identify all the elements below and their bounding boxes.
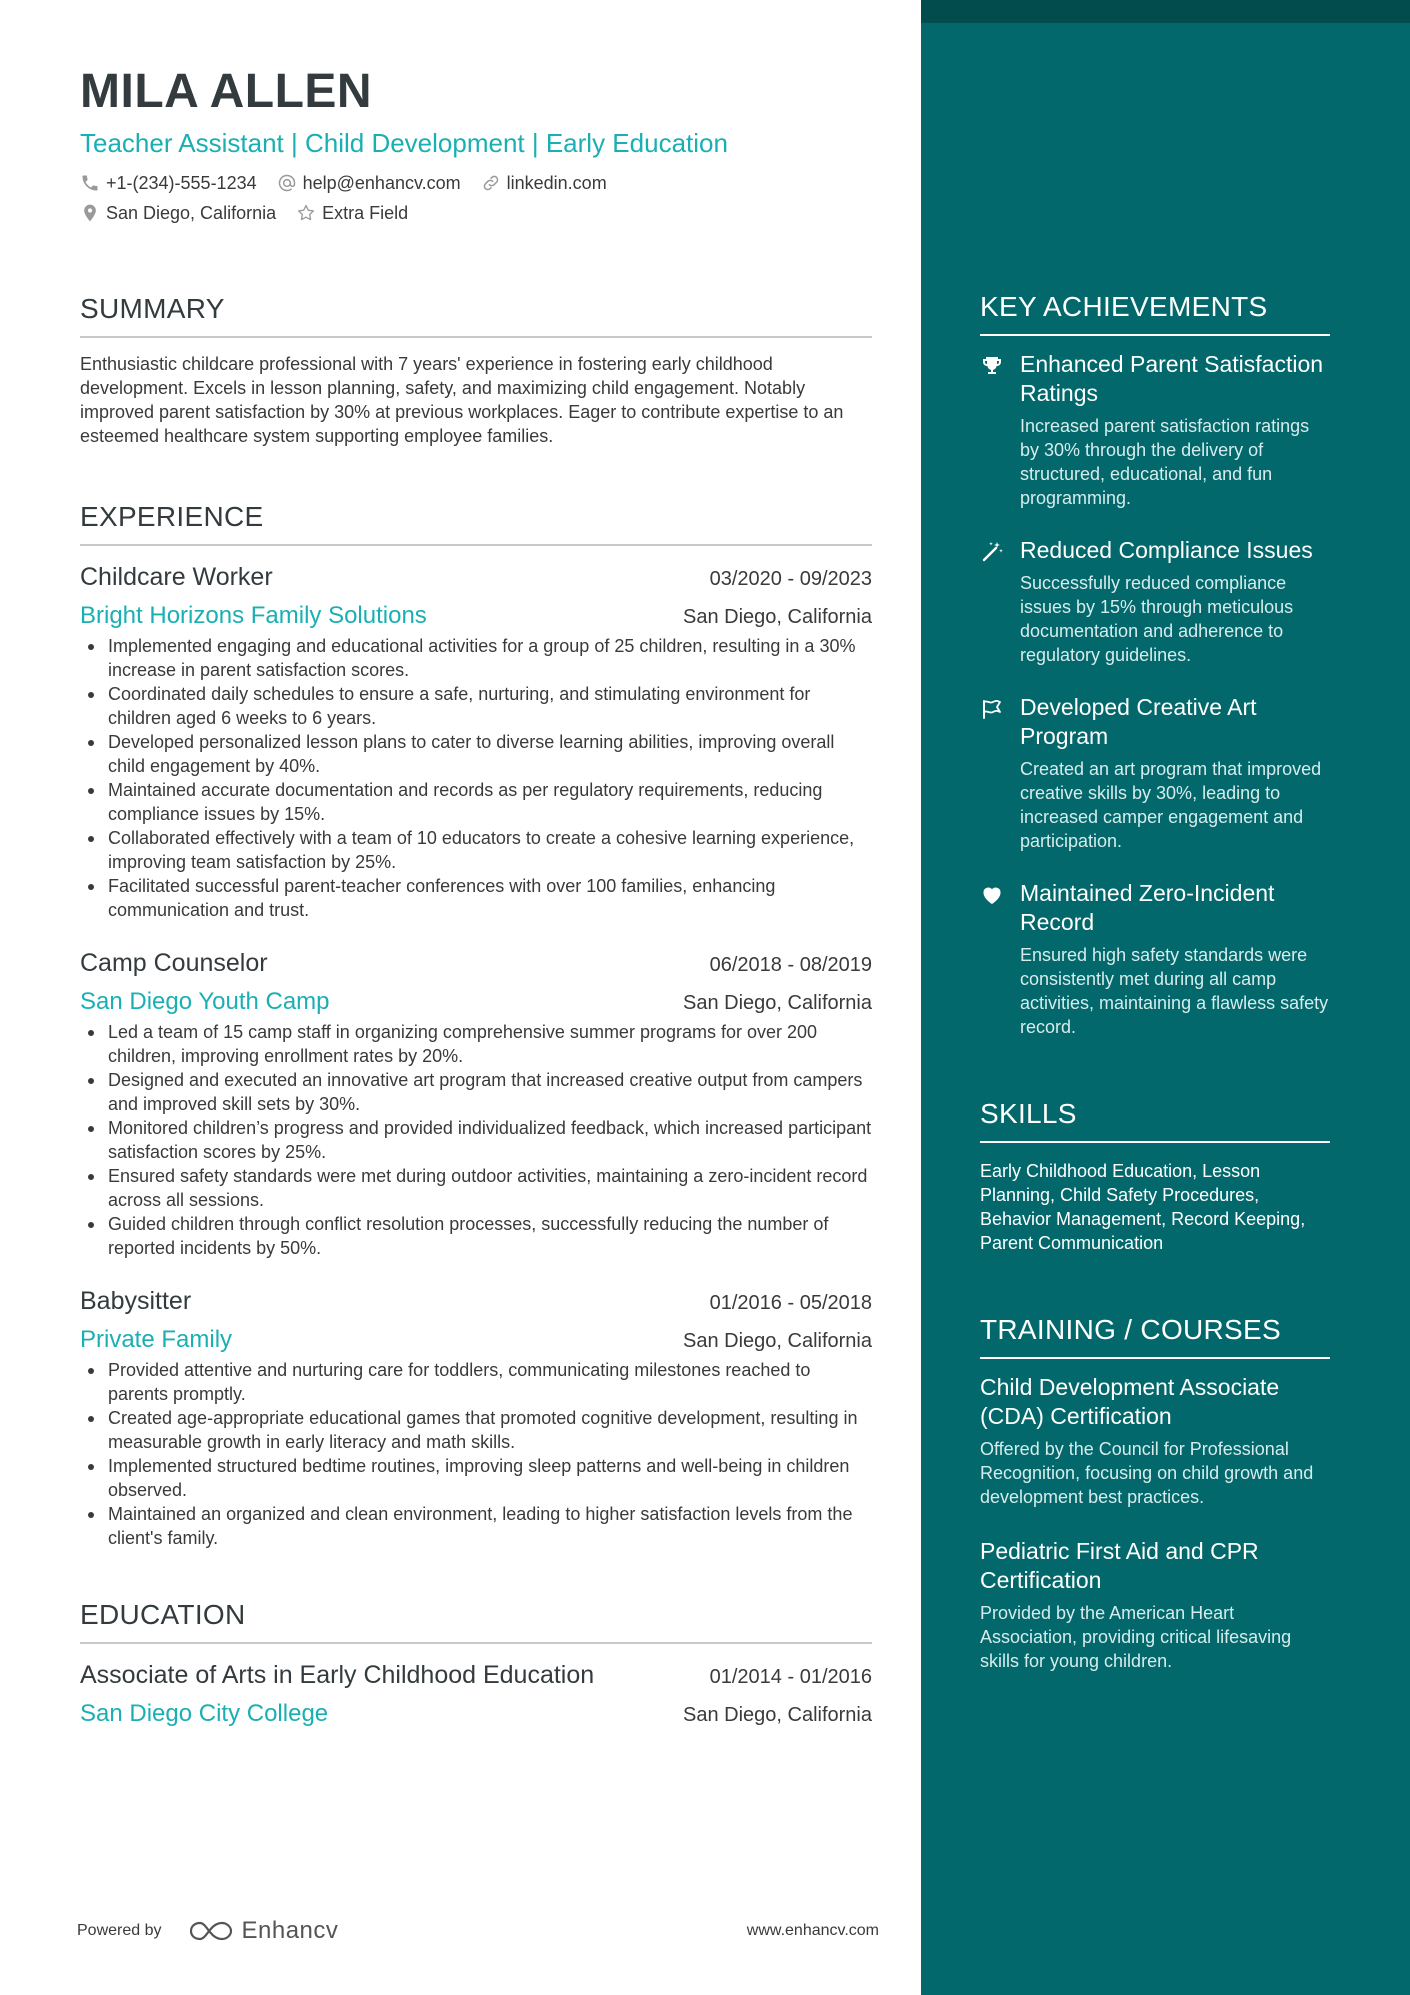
job-subheader: [80, 600, 872, 632]
job-entry: [80, 1284, 872, 1550]
link-icon: [481, 173, 501, 193]
job-title: Childcare Worker: [80, 563, 273, 591]
list-item: Implemented structured bedtime routines, improving sleep patterns and well-being in children observed.: [80, 1454, 872, 1502]
achievement-item: [980, 536, 1330, 667]
skills-section: [980, 1095, 1330, 1255]
job-dates: 06/2018 - 08/2019: [709, 954, 872, 976]
achievement-icon-slot: [980, 536, 1020, 667]
list-item: Facilitated successful parent-teacher conferences with over 100 families, enhancing communication and trust.: [80, 874, 872, 922]
course-item: [980, 1537, 1330, 1673]
achievement-desc: Created an art program that improved creative skills by 30%, leading to increased camper engagement and participation.: [1020, 759, 1322, 851]
achievement-icon-slot: [980, 693, 1020, 853]
location-pin-icon: [80, 203, 100, 223]
job-location: San Diego, California: [683, 606, 872, 628]
achievement-title: Developed Creative Art Program: [1020, 694, 1257, 749]
achievement-desc: Successfully reduced compliance issues by 15% through meticulous documentation and adherence to regulatory guidelines.: [1020, 573, 1294, 665]
achievement-title: Reduced Compliance Issues: [1020, 537, 1313, 563]
achievement-icon-slot: [980, 879, 1020, 1039]
achievement-body: [1020, 350, 1330, 510]
phone-text: +1-(234)-555-1234: [106, 172, 257, 193]
achievement-desc: Increased parent satisfaction ratings by 30% through the delivery of structured, educational, and fun programming.: [1020, 416, 1310, 508]
flag-icon: [980, 697, 1004, 721]
job-title: Babysitter: [80, 1287, 192, 1315]
list-item: Guided children through conflict resolution processes, successfully reducing the number of reported incidents by 50%.: [80, 1212, 872, 1260]
list-item: Monitored children’s progress and provided individualized feedback, which increased participant satisfaction scores by 25%.: [80, 1116, 872, 1164]
achievement-desc: Ensured high safety standards were consistently met during all camp activities, maintaining a flawless safety record.: [1020, 945, 1329, 1037]
achievement-title: Maintained Zero-Incident Record: [1020, 880, 1275, 935]
list-item: Provided attentive and nurturing care for toddlers, communicating milestones reached to parents promptly.: [80, 1358, 872, 1406]
job-entry: [80, 946, 872, 1260]
list-item: Implemented engaging and educational activities for a group of 25 children, resulting in a 30% increase in parent satisfaction scores.: [80, 634, 872, 682]
job-bullets: [80, 1020, 872, 1260]
section-title: EDUCATION: [80, 1596, 872, 1644]
star-icon: [296, 203, 316, 223]
achievement-body: [1020, 536, 1330, 667]
achievements-section: [980, 288, 1330, 1039]
job-subheader: [80, 986, 872, 1018]
course-item: [980, 1373, 1330, 1509]
trophy-icon: [980, 354, 1004, 378]
education-section: [80, 1596, 872, 1730]
list-item: Ensured safety standards were met during outdoor activities, maintaining a zero-incident record across all sessions.: [80, 1164, 872, 1212]
extra-field-text: Extra Field: [322, 202, 409, 223]
section-title: SUMMARY: [80, 290, 872, 338]
sidebar-column: [980, 288, 1330, 1673]
job-header: [80, 1284, 872, 1318]
company-name: San Diego Youth Camp: [80, 988, 330, 1015]
contact-row: [80, 198, 872, 228]
job-entry: [80, 560, 872, 922]
at-sign-icon: [277, 173, 297, 193]
contact-location: [80, 203, 276, 224]
course-title: Child Development Associate (CDA) Certification: [980, 1374, 1280, 1429]
list-item: Created age-appropriate educational games that promoted cognitive development, resulting in measurable growth in early literacy and math skills.: [80, 1406, 872, 1454]
training-section: [980, 1311, 1330, 1673]
job-dates: 01/2016 - 05/2018: [709, 1292, 872, 1314]
education-dates: 01/2014 - 01/2016: [709, 1666, 872, 1688]
section-title: TRAINING / COURSES: [980, 1311, 1330, 1359]
location-text: San Diego, California: [106, 202, 277, 223]
job-dates: 03/2020 - 09/2023: [709, 568, 872, 590]
job-title: Camp Counselor: [80, 949, 268, 977]
course-desc: Offered by the Council for Professional Recognition, focusing on child growth and development best practices.: [980, 1439, 1314, 1507]
email-text: help@enhancv.com: [302, 172, 461, 193]
achievement-body: [1020, 879, 1330, 1039]
contact-info: [80, 168, 872, 228]
powered-by-label: Powered by: [77, 1922, 162, 1939]
job-header: [80, 946, 872, 980]
contact-extra: [296, 203, 408, 224]
job-header: [80, 560, 872, 594]
brand-name: Enhancv: [241, 1917, 339, 1944]
achievement-item: [980, 879, 1330, 1039]
footer: [77, 1911, 879, 1951]
contact-row: [80, 168, 872, 198]
sidebar-top-bar: [921, 0, 1410, 23]
list-item: Designed and executed an innovative art program that increased creative output from campers and improved skill sets by 30%.: [80, 1068, 872, 1116]
section-title: SKILLS: [980, 1095, 1330, 1143]
list-item: Maintained an organized and clean environment, leading to higher satisfaction levels from the client's family.: [80, 1502, 872, 1550]
list-item: Led a team of 15 camp staff in organizing comprehensive summer programs for over 200 children, improving enrollment rates by 20%.: [80, 1020, 872, 1068]
linkedin-text: linkedin.com: [506, 172, 607, 193]
job-location: San Diego, California: [683, 992, 872, 1014]
education-subheader: [80, 1698, 872, 1730]
section-title: EXPERIENCE: [80, 498, 872, 546]
company-name: Private Family: [80, 1326, 233, 1353]
contact-phone: [80, 173, 257, 194]
job-location: San Diego, California: [683, 1330, 872, 1352]
section-title: KEY ACHIEVEMENTS: [980, 288, 1330, 336]
achievement-item: [980, 693, 1330, 853]
course-desc: Provided by the American Heart Association, providing critical lifesaving skills for young children.: [980, 1603, 1292, 1671]
summary-text: Enthusiastic childcare professional with 7 years' experience in fostering early childhood development. Excels in lesson planning, safety, and maximizing child engagement. Notably improved parent satisfaction by 30% at previous workplaces. Eager to contribute expertise to an esteemed healthcare system supporting employee families.: [80, 354, 844, 446]
achievement-item: [980, 350, 1330, 510]
school-name: San Diego City College: [80, 1700, 329, 1727]
website-link[interactable]: www.enhancv.com: [746, 1922, 879, 1939]
brand-logo[interactable]: [188, 1917, 339, 1945]
job-subheader: [80, 1324, 872, 1356]
education-entry: [80, 1658, 872, 1730]
list-item: Coordinated daily schedules to ensure a safe, nurturing, and stimulating environment for children aged 6 weeks to 6 years.: [80, 682, 872, 730]
job-bullets: [80, 634, 872, 922]
magic-wand-icon: [980, 540, 1004, 564]
main-column: [80, 60, 872, 1730]
skills-text: Early Childhood Education, Lesson Planning, Child Safety Procedures, Behavior Management, Record Keeping, Parent Communication: [980, 1161, 1306, 1253]
job-bullets: [80, 1358, 872, 1550]
enhancv-logo-icon: [188, 1919, 234, 1943]
powered-by: [77, 1917, 338, 1945]
list-item: Maintained accurate documentation and records as per regulatory requirements, reducing compliance issues by 15%.: [80, 778, 872, 826]
candidate-name: MILA ALLEN: [80, 65, 373, 118]
headline: Teacher Assistant | Child Development | Early Education: [80, 128, 728, 158]
list-item: Collaborated effectively with a team of 10 educators to create a cohesive learning experience, improving team satisfaction by 25%.: [80, 826, 872, 874]
company-name: Bright Horizons Family Solutions: [80, 602, 427, 629]
phone-icon: [80, 173, 100, 193]
education-header: [80, 1658, 872, 1692]
contact-email[interactable]: [277, 173, 461, 194]
experience-section: [80, 498, 872, 1550]
degree-title: Associate of Arts in Early Childhood Education: [80, 1661, 595, 1689]
list-item: Developed personalized lesson plans to cater to diverse learning abilities, improving overall child engagement by 40%.: [80, 730, 872, 778]
contact-linkedin[interactable]: [481, 173, 607, 194]
heart-icon: [980, 883, 1004, 907]
achievement-title: Enhanced Parent Satisfaction Ratings: [1020, 351, 1324, 406]
education-location: San Diego, California: [683, 1704, 872, 1726]
achievement-body: [1020, 693, 1330, 853]
summary-section: [80, 290, 872, 448]
course-title: Pediatric First Aid and CPR Certification: [980, 1538, 1259, 1593]
achievement-icon-slot: [980, 350, 1020, 510]
